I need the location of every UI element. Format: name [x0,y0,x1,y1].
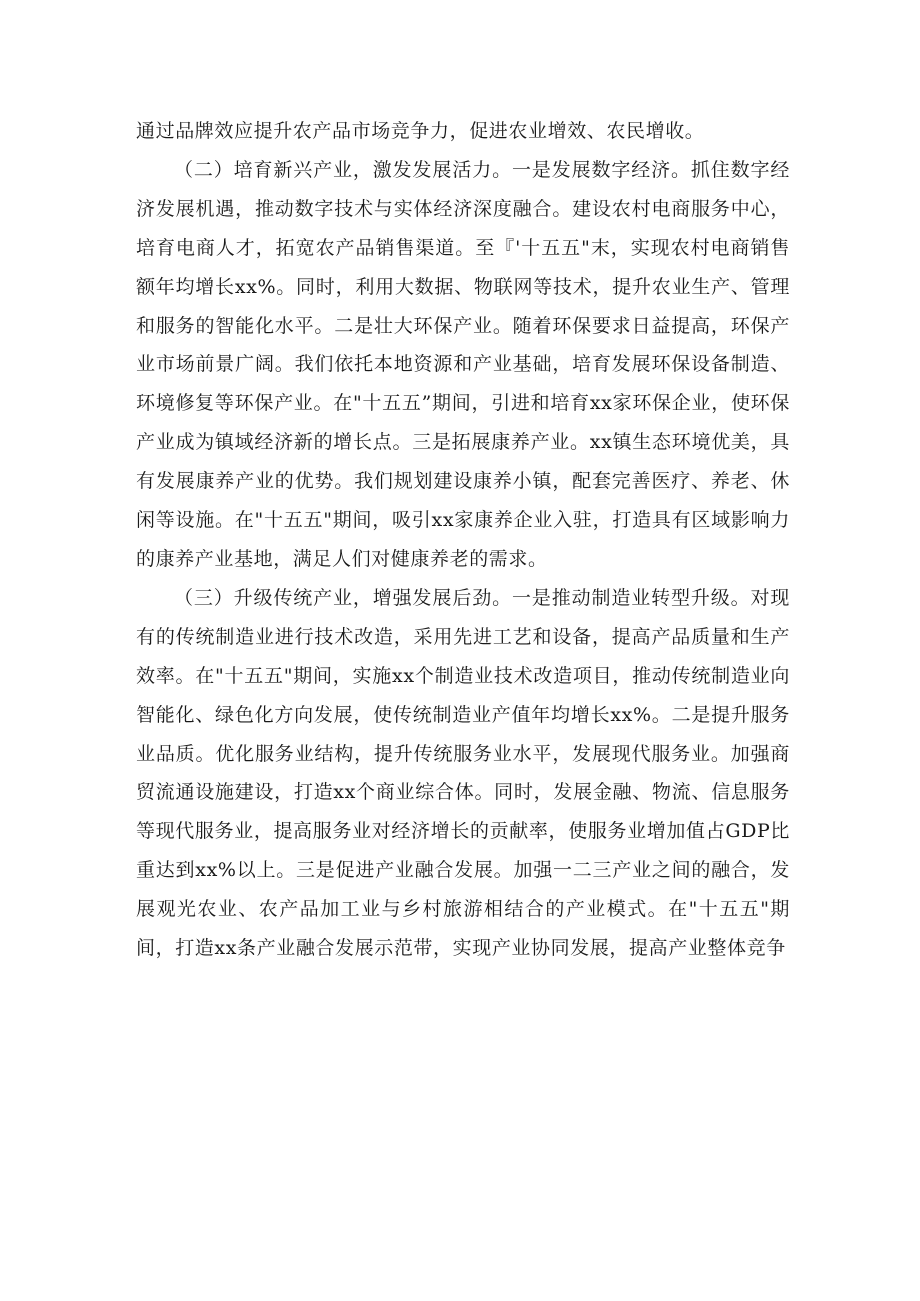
paragraph-emerging-industries: （二）培育新兴产业，激发发展活力。一是发展数字经济。抓住数字经济发展机遇，推动数字技术与实体经济深度融合。建设农村电商服务中心，培育电商人才，拓宽农产品销售渠道。至『'十五五"末，实现农村电商销售额年均增长xx%。同时，利用大数据、物联网等技术，提升农业生产、管理和服务的智能化水平。二是壮大环保产业。随着环保要求日益提高，环保产业市场前景广阔。我们依托本地资源和产业基础，培育发展环保设备制造、环境修复等环保产业。在"十五五”期间，引进和培育xx家环保企业，使环保产业成为镇域经济新的增长点。三是拓展康养产业。xx镇生态环境优美，具有发展康养产业的优势。我们规划建设康养小镇，配套完善医疗、养老、休闲等设施。在"十五五"期间，吸引xx家康养企业入驻，打造具有区域影响力的康养产业基地，满足人们对健康养老的需求。 [136,158,790,570]
document-body [136,112,790,968]
paragraph-continuation: 通过品牌效应提升农产品市场竞争力，促进农业增效、农民增收。 [136,120,705,142]
paragraph-traditional-industries: （三）升级传统产业，增强发展后劲。一是推动制造业转型升级。对现有的传统制造业进行技术改造，采用先进工艺和设备，提高产品质量和生产效率。在"十五五"期间，实施xx个制造业技术改造项目，推动传统制造业向智能化、绿色化方向发展，使传统制造业产值年均增长xx%。二是提升服务业品质。优化服务业结构，提升传统服务业水平，发展现代服务业。加强商贸流通设施建设，打造xx个商业综合体。同时，发展金融、物流、信息服务等现代服务业，提高服务业对经济增长的贡献率，使服务业增加值占GDP比重达到xx%以上。三是促进产业融合发展。加强一二三产业之间的融合，发展观光农业、农产品加工业与乡村旅游相结合的产业模式。在"十五五"期间，打造xx条产业融合发展示范带，实现产业协同发展，提高产业整体竞争 [136,586,790,960]
